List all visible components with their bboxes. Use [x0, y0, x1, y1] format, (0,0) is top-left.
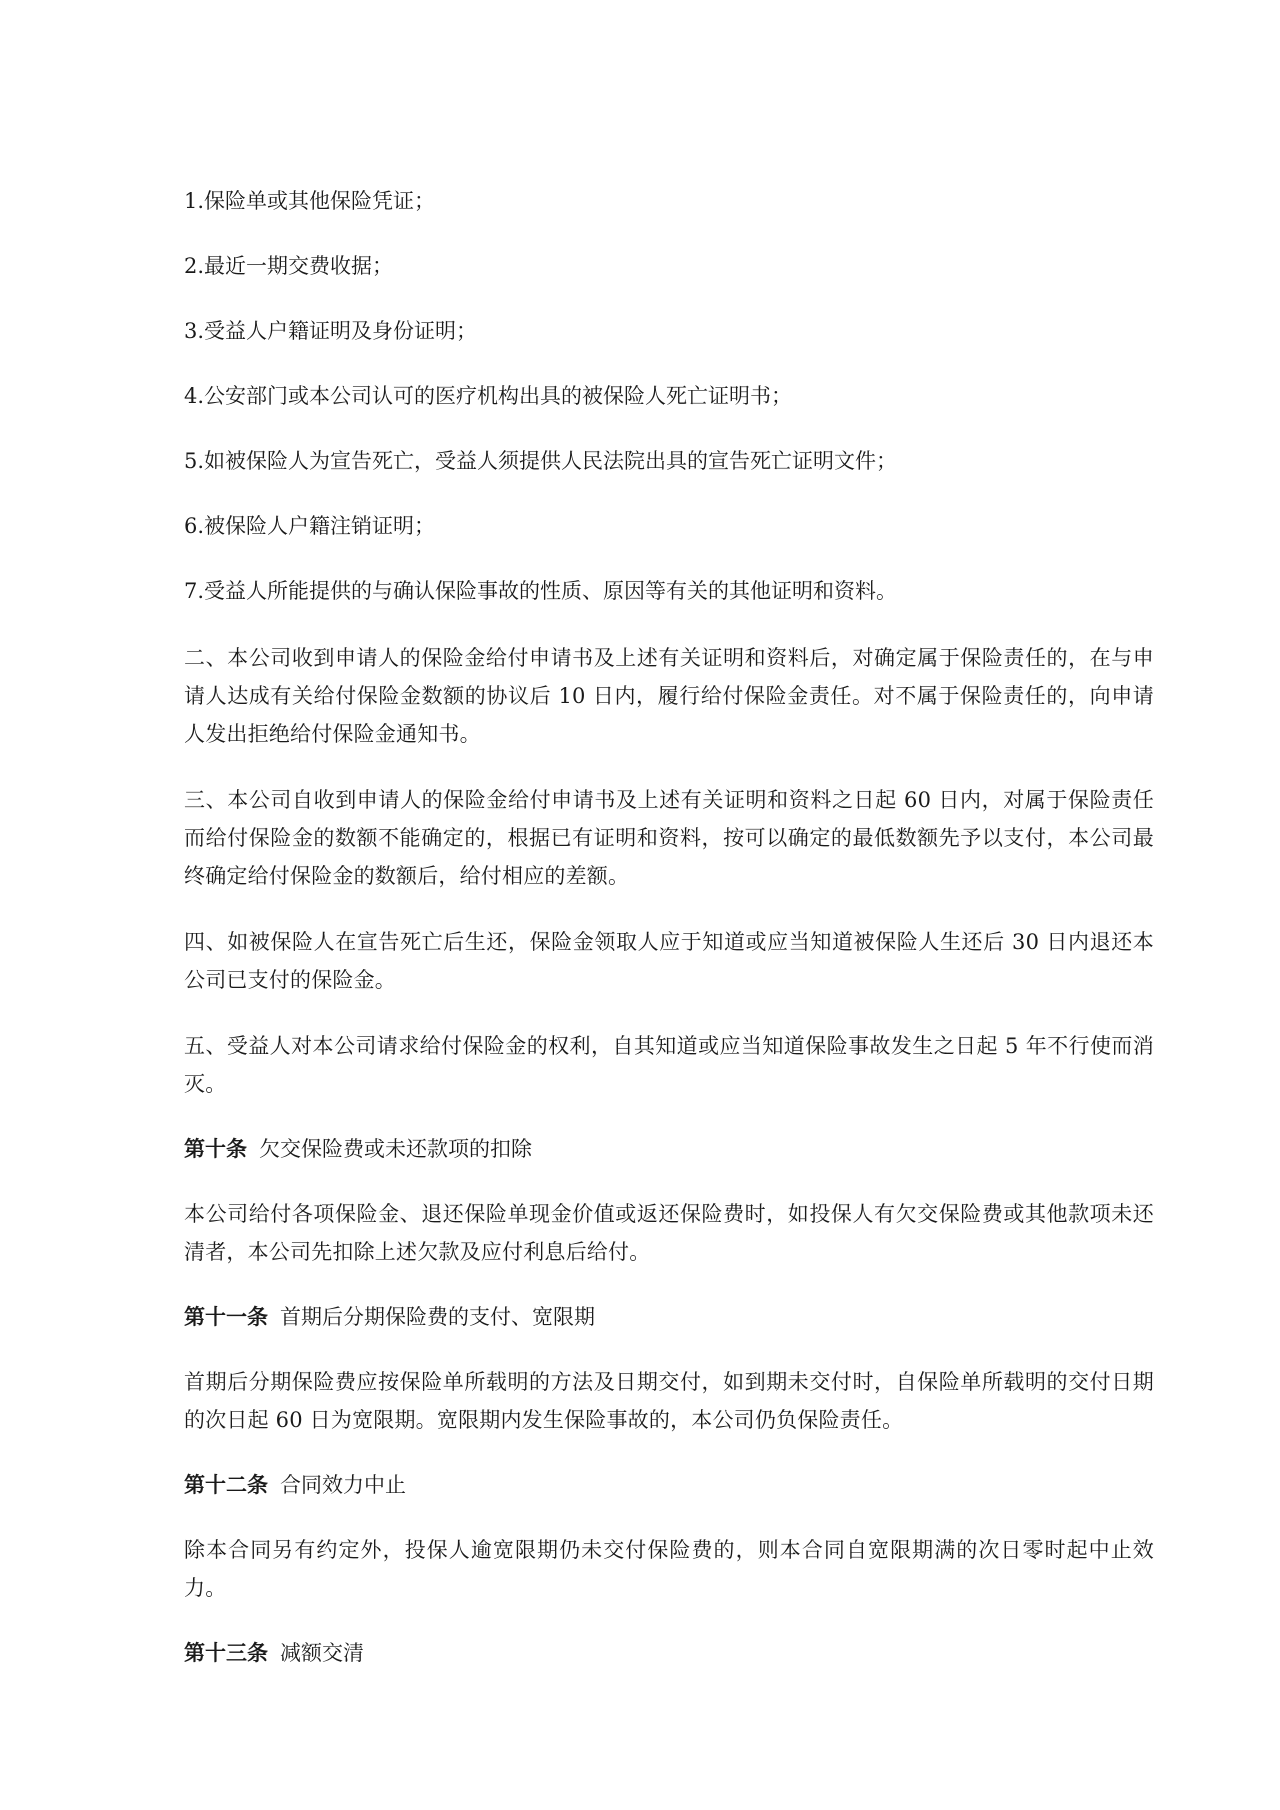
article-heading: [184, 1635, 1154, 1671]
article-title: 欠交保险费或未还款项的扣除: [259, 1137, 532, 1161]
list-item: 4.公安部门或本公司认可的医疗机构出具的被保险人死亡证明书；: [184, 384, 793, 408]
article-title: 首期后分期保险费的支付、宽限期: [280, 1305, 595, 1329]
list-item: 5.如被保险人为宣告死亡，受益人须提供人民法院出具的宣告死亡证明文件；: [184, 449, 898, 473]
required-documents-list: [184, 184, 1154, 609]
clause-paragraph: 五、受益人对本公司请求给付保险金的权利，自其知道或应当知道保险事故发生之日起 5 年不行使而消灭。: [184, 1034, 1154, 1096]
article-number: 第十条: [184, 1137, 247, 1161]
article-title: 合同效力中止: [280, 1473, 406, 1497]
article-heading: [184, 1299, 1154, 1335]
clause-paragraph: 二、本公司收到申请人的保险金给付申请书及上述有关证明和资料后，对确定属于保险责任的，在与申请人达成有关给付保险金数额的协议后 10 日内，履行给付保险金责任。对不属于保险责任的，向申请人发出拒绝给付保险金通知书。: [184, 646, 1154, 746]
list-item: 3.受益人户籍证明及身份证明；: [184, 319, 478, 343]
list-item: 2.最近一期交费收据；: [184, 254, 394, 278]
article-heading: [184, 1131, 1154, 1167]
clause-paragraph: 四、如被保险人在宣告死亡后生还，保险金领取人应于知道或应当知道被保险人生还后 30 日内退还本公司已支付的保险金。: [184, 930, 1154, 992]
article-heading: [184, 1467, 1154, 1503]
article-title: 减额交清: [280, 1641, 364, 1665]
article-body: 本公司给付各项保险金、退还保险单现金价值或返还保险费时，如投保人有欠交保险费或其他款项未还清者，本公司先扣除上述欠款及应付利息后给付。: [184, 1202, 1154, 1264]
list-item: 7.受益人所能提供的与确认保险事故的性质、原因等有关的其他证明和资料。: [184, 579, 898, 603]
list-item: 1.保险单或其他保险凭证；: [184, 189, 436, 213]
clause-paragraph: 三、本公司自收到申请人的保险金给付申请书及上述有关证明和资料之日起 60 日内，对属于保险责任而给付保险金的数额不能确定的，根据已有证明和资料，按可以确定的最低数额先予以支付，本公司最终确定给付保险金的数额后，给付相应的差额。: [184, 788, 1154, 888]
list-item: 6.被保险人户籍注销证明；: [184, 514, 436, 538]
article-body: 首期后分期保险费应按保险单所载明的方法及日期交付，如到期未交付时，自保险单所载明的交付日期的次日起 60 日为宽限期。宽限期内发生保险事故的，本公司仍负保险责任。: [184, 1370, 1154, 1432]
article-number: 第十二条: [184, 1473, 268, 1497]
article-number: 第十一条: [184, 1305, 268, 1329]
document-page: [184, 184, 1154, 1699]
article-body: 除本合同另有约定外，投保人逾宽限期仍未交付保险费的，则本合同自宽限期满的次日零时起中止效力。: [184, 1538, 1154, 1600]
article-number: 第十三条: [184, 1641, 268, 1665]
